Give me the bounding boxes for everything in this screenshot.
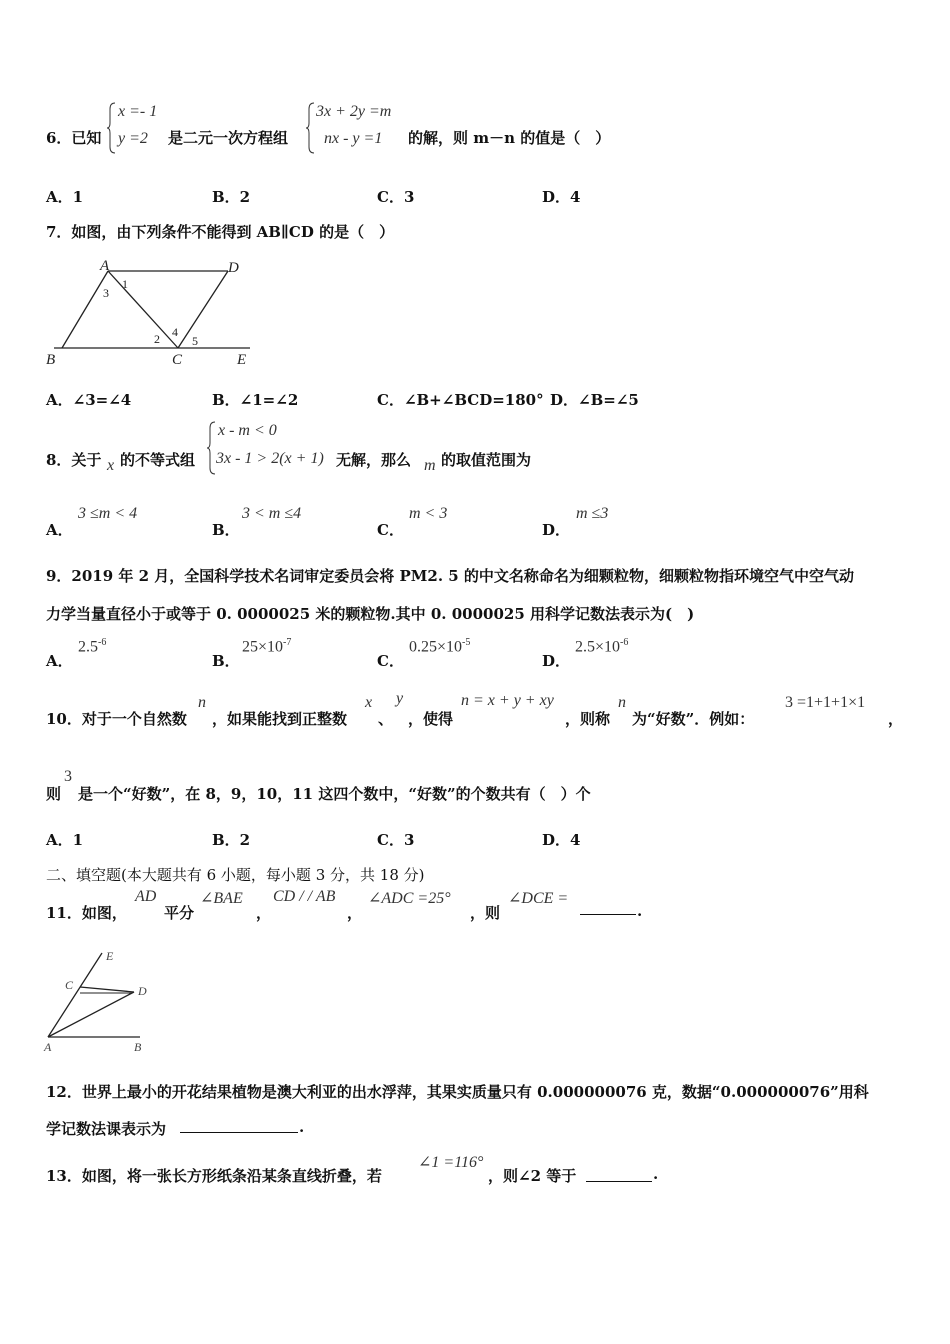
q7-label-c: C	[172, 352, 183, 368]
q12-line-1: 12．世界上最小的开花结果植物是澳大利亚的出水浮萍，其果实质量只有 0.000000076 克，数据“0.000000076”用科	[46, 1083, 869, 1101]
q10-comma: ，	[888, 710, 904, 728]
section-2-title: 二、填空题(本大题共有 6 小题，每小题 3 分，共 18 分)	[46, 866, 425, 884]
q7-label-4: 4	[172, 325, 178, 339]
brace-icon	[107, 101, 117, 155]
q9-option-c-exp: -5	[462, 637, 471, 648]
q12-line-2: 学记数法课表示为	[46, 1120, 167, 1138]
q9-line-2: 力学当量直径小于或等于 0. 0000025 米的颗粒物.其中 0. 0000025 用科学记数法表示为( )	[46, 605, 695, 623]
q6-tail-text: 的解，则 m－n 的值是（ ）	[408, 129, 611, 147]
q8-option-d-letter: D．	[542, 521, 571, 539]
q13-text-2: ，则∠2 等于	[488, 1167, 577, 1185]
q11-label-b: B	[134, 1040, 142, 1054]
q10-option-d: D．4	[542, 831, 581, 849]
q11-answer-blank[interactable]	[580, 912, 636, 915]
q6-sys1-line1: x =- 1	[118, 103, 158, 120]
q11-cd-parallel-ab: CD / / AB	[273, 888, 336, 905]
q10-equation: n = x + y + xy	[461, 692, 554, 709]
q10-example: 3 =1+1+1×1	[785, 694, 866, 711]
q10-var-n: n	[198, 694, 206, 711]
q7-option-a: A．∠3=∠4	[46, 391, 132, 409]
q11-angle-dce: ∠DCE =	[508, 890, 569, 907]
q11-ad: AD	[135, 888, 157, 905]
q11-text-3: ，则	[470, 904, 501, 922]
q12-answer-blank[interactable]	[180, 1130, 298, 1133]
q9-option-a-exp: -6	[98, 637, 107, 648]
q12-period: .	[299, 1118, 305, 1136]
q11-label-c: C	[65, 978, 74, 992]
q9-option-c-expr	[409, 637, 470, 656]
q10-text-6: 则	[46, 785, 62, 803]
q9-option-a-expr	[78, 637, 106, 656]
q6-option-b: B．2	[212, 188, 251, 206]
q9-option-d-base: 2.5×10	[575, 638, 621, 656]
q11-text-2: 平分	[164, 904, 195, 922]
q10-option-c: C．3	[377, 831, 415, 849]
q8-sys-line2: 3x - 1 > 2(x + 1)	[216, 450, 324, 467]
q11-label-a: A	[44, 1040, 52, 1054]
q7-option-d: D．∠B=∠5	[550, 391, 639, 409]
q7-label-b: B	[46, 352, 56, 368]
q11-period: .	[637, 902, 643, 920]
q7-stem: 7．如图，由下列条件不能得到 AB∥CD 的是（ ）	[46, 223, 395, 241]
q10-text-1: 10．对于一个自然数	[46, 710, 187, 728]
q8-tail-text-1: 无解，那么	[336, 451, 412, 469]
q8-tail-text-2: 的取值范围为	[441, 451, 532, 469]
q11-angle-bae: ∠BAE	[200, 890, 243, 907]
q7-figure	[40, 255, 260, 370]
q8-var-m: m	[424, 457, 436, 474]
q10-text-7: 是一个“好数”，在 8，9，10，11 这四个数中，“好数”的个数共有（ ）个	[78, 785, 591, 803]
q11-label-d: D	[138, 984, 147, 998]
q7-option-b: B．∠1=∠2	[212, 391, 299, 409]
q8-option-b-letter: B．	[212, 521, 240, 539]
q9-option-d-expr	[575, 637, 628, 656]
q6-option-d: D．4	[542, 188, 581, 206]
q10-var-x: x	[365, 694, 373, 711]
q11-figure	[40, 945, 160, 1057]
q10-option-b: B．2	[212, 831, 251, 849]
q9-option-a-letter: A．	[46, 652, 73, 670]
q8-option-b-expr: 3 < m ≤4	[242, 505, 302, 522]
q8-option-d-expr: m ≤3	[576, 505, 609, 522]
q13-period: .	[653, 1165, 659, 1183]
q10-option-a: A．1	[46, 831, 84, 849]
q11-text-1: 11．如图，	[46, 904, 127, 922]
q9-option-c-base: 0.25×10	[409, 638, 463, 656]
q6-option-c: C．3	[377, 188, 415, 206]
q8-option-a-letter: A．	[46, 521, 73, 539]
q9-option-b-exp: -7	[283, 637, 292, 648]
q9-option-c-letter: C．	[377, 652, 404, 670]
q11-comma-2: ，	[347, 904, 363, 922]
q11-label-e: E	[106, 949, 114, 963]
q6-number: 6．已知	[46, 129, 102, 147]
q7-option-c: C．∠B+∠BCD=180°	[377, 391, 544, 409]
q10-var-n-2: n	[618, 694, 626, 711]
q9-option-d-exp: -6	[620, 637, 629, 648]
q11-comma-1: ，	[256, 904, 272, 922]
q11-angle-adc: ∠ADC =25°	[368, 890, 451, 907]
q8-option-a-expr: 3 ≤m < 4	[78, 505, 138, 522]
q9-option-d-letter: D．	[542, 652, 571, 670]
q13-text-1: 13．如图，将一张长方形纸条沿某条直线折叠，若	[46, 1167, 382, 1185]
q10-text-5: 为“好数”．例如：	[632, 710, 755, 728]
q10-text-3: ，使得	[408, 710, 454, 728]
q10-text-4: ，则称	[565, 710, 611, 728]
q7-label-2: 2	[154, 332, 160, 346]
q9-line-1: 9．2019 年 2 月，全国科学技术名词审定委员会将 PM2. 5 的中文名称命名为细颗粒物，细颗粒物指环境空气中空气动	[46, 567, 854, 585]
q10-separator: 、	[378, 710, 394, 728]
q8-option-c-letter: C．	[377, 521, 404, 539]
q10-text-2: ，如果能找到正整数	[212, 710, 348, 728]
q10-var-y: y	[396, 690, 404, 707]
q7-label-3: 3	[103, 286, 109, 300]
q8-var-x: x	[107, 457, 115, 474]
q8-mid-text: 的不等式组	[120, 451, 196, 469]
q6-equation-system	[306, 101, 406, 155]
q7-label-d: D	[228, 260, 239, 276]
q9-option-b-letter: B．	[212, 652, 240, 670]
q6-sys2-line1: 3x + 2y =m	[316, 103, 392, 120]
q13-angle-1: ∠1 =116°	[418, 1154, 484, 1171]
q8-inequality-system	[207, 420, 337, 476]
q9-option-b-expr	[242, 637, 291, 656]
q7-label-a: A	[100, 258, 110, 274]
q10-number-three: 3	[64, 768, 72, 785]
q9-option-b-base: 25×10	[242, 638, 284, 656]
q6-option-a: A．1	[46, 188, 84, 206]
q6-solution-system	[107, 101, 169, 155]
q8-option-c-expr: m < 3	[409, 505, 448, 522]
q13-answer-blank[interactable]	[586, 1179, 652, 1182]
q7-label-5: 5	[192, 334, 198, 348]
q8-sys-line1: x - m < 0	[218, 422, 277, 439]
q7-label-1: 1	[122, 277, 128, 291]
brace-icon	[306, 101, 316, 155]
q6-sys2-line2: nx - y =1	[324, 130, 383, 147]
q7-label-e: E	[237, 352, 247, 368]
q6-sys1-line2: y =2	[118, 130, 148, 147]
q8-number: 8．关于	[46, 451, 102, 469]
q6-mid-text: 是二元一次方程组	[168, 129, 289, 147]
q9-option-a-base: 2.5	[78, 638, 98, 656]
